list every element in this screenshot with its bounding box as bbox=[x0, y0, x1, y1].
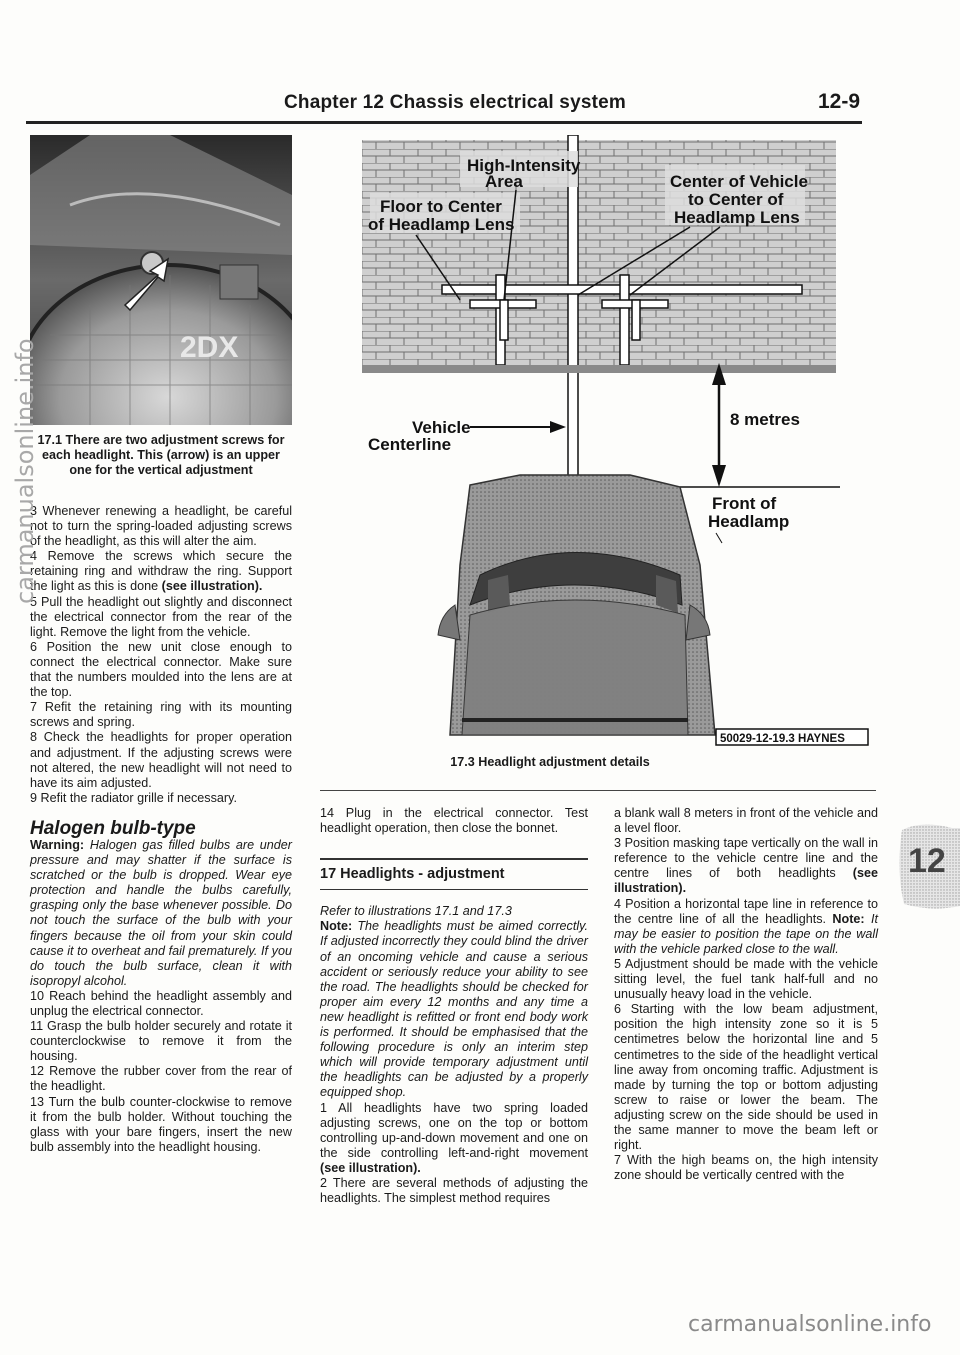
paragraph-7: 7 Refit the retaining ring with its mounting screws and spring. bbox=[30, 700, 292, 730]
label-center-of-vehicle: Center of Vehicle bbox=[670, 172, 808, 191]
section-title: 17 Headlights - adjustment bbox=[320, 865, 505, 882]
label-area: Area bbox=[485, 172, 523, 191]
paragraph-14: 14 Plug in the electrical connector. Test headlight operation, then close the bonnet. bbox=[320, 806, 588, 836]
paragraph-8: 8 Check the headlights for proper operation and adjustment. If the adjusting screws were not altered, the new headlight will not need to have its aim adjusted. bbox=[30, 730, 292, 790]
adjust-paragraph-2: 2 There are several methods of adjusting the headlights. The simplest method requires bbox=[320, 1175, 588, 1206]
side-watermark: carmanualsonline.info bbox=[11, 338, 39, 604]
plate-text: 2DX bbox=[180, 331, 239, 364]
label-of-headlamp-lens: of Headlamp Lens bbox=[368, 215, 515, 234]
adjust-paragraph-5: 5 Adjustment should be made with the vehicle sitting level, the fuel tank half-full and no unusually heavy load in the vehicle. bbox=[614, 956, 878, 1002]
adjust-paragraph-7: 7 With the high beams on, the high intensity zone should be vertically centred with the bbox=[614, 1153, 878, 1183]
arrow-down-icon bbox=[712, 465, 726, 487]
refer-to-illustrations: Refer to illustrations 17.1 and 17.3 bbox=[320, 904, 512, 919]
middle-column bbox=[320, 806, 588, 1206]
paragraph-11: 11 Grasp the bulb holder securely and rotate it counterclockwise to remove it from the housing. bbox=[30, 1019, 292, 1064]
label-distance: 8 metres bbox=[730, 410, 800, 429]
paragraph-6: 6 Position the new unit close enough to connect the electrical connector. Make sure that the numbers moulded into the lens are at the top. bbox=[30, 639, 292, 700]
adjust-paragraph-4: 4 Position a horizontal tape line in reference to the centre line of all the headlights. Note: It may be easier to position the tape on the wall with the vehicle parked close to the wall. bbox=[614, 896, 878, 956]
figure-caption-17-1: 17.1 There are two adjustment screws for each headlight. This (arrow) is an upper one for the vertical adjustment bbox=[37, 433, 285, 477]
note-paragraph: Note: The headlights must be aimed correctly. If adjusted incorrectly they could blind the driver of an oncoming vehicle and cause a serious accident or seriously reduce your ability to see the road. The headlights should be checked for proper aim every 12 months and any time a new headlight is refitted or front end body work is performed. It should be emphasised that the following procedure is only an interim step which will provide temporary adjustment until the headlights can be adjusted by a properly equipped shop. bbox=[320, 919, 588, 1100]
paragraph-9: 9 Refit the radiator grille if necessary. bbox=[30, 790, 237, 805]
paragraph-13: 13 Turn the bulb counter-clockwise to remove it from the bulb holder. Without touching the glass with your bare fingers, insert the new bulb assembly into the headlight housing. bbox=[30, 1094, 292, 1154]
label-high-intensity: High-Intensity bbox=[467, 156, 581, 175]
arrow-right-icon bbox=[550, 421, 566, 433]
label-floor-to-center: Floor to Center bbox=[380, 197, 502, 216]
left-column bbox=[30, 504, 292, 1155]
paragraph-3: 3 Whenever renewing a headlight, be careful not to turn the spring-loaded adjusting screws of the headlight, as this will alter the aim. bbox=[30, 504, 292, 549]
paragraph-10: 10 Reach behind the headlight assembly and unplug the electrical connector. bbox=[30, 988, 292, 1018]
warning-paragraph: Warning: Halogen gas filled bulbs are under pressure and may shatter if the surface is scratched or the bulb is dropped. Wear eye protection and handle the bulbs carefully, grasping only the base whenever possible. Do not touch the surface of the bulb with your fingers because the oil from your skin could cause it to overheat and fail prematurely. If you do touch the bulb surface, clean it with isopropyl alcohol. bbox=[30, 837, 292, 988]
label-to-center-of: to Center of bbox=[688, 190, 784, 209]
adjust-paragraph-2-cont: a blank wall 8 meters in front of the vehicle and a level floor. bbox=[614, 806, 878, 836]
chapter-tab-number: 12 bbox=[908, 842, 946, 880]
adjust-paragraph-6: 6 Starting with the low beam adjustment, position the high intensity zone so it is 5 centimetres below the horizontal line and 5 centimetres to the side of the headlight vertical line away from oncoming traffic. Adjustment is made by turning the top or bottom adjusting screw to raise or lower the beam. The adjusting screw on the side should be used in the same manner to move the beam left or right. bbox=[614, 1002, 878, 1153]
bottom-watermark: carmanualsonline.info bbox=[688, 1312, 932, 1337]
chapter-title: Chapter 12 Chassis electrical system bbox=[284, 92, 626, 113]
label-vehicle: Vehicle bbox=[412, 418, 471, 437]
label-headlamp: Headlamp bbox=[708, 512, 790, 531]
diagram-ref-code: 50029-12-19.3 HAYNES bbox=[720, 733, 845, 745]
halogen-heading: Halogen bulb-type bbox=[30, 817, 196, 839]
adjust-paragraph-1: 1 All headlights have two spring loaded adjusting screws, one on the top or bottom controlling up-and-down movement and one on the side controlling left-and-right movement (see illustration). bbox=[320, 1100, 588, 1175]
page-number: 12-9 bbox=[818, 90, 861, 113]
caption-rule bbox=[320, 790, 876, 791]
figure-caption-17-3: 17.3 Headlight adjustment details bbox=[450, 755, 650, 769]
label-centerline: Centerline bbox=[368, 435, 452, 454]
adjust-paragraph-3: 3 Position masking tape vertically on the wall in reference to the vehicle centre line and the centre lines of both headlights (see illustration). bbox=[614, 836, 878, 896]
label-headlamp-lens: Headlamp Lens bbox=[674, 208, 800, 227]
headlight-photo-illustration bbox=[30, 135, 292, 425]
paragraph-4: 4 Remove the screws which secure the retaining ring and withdraw the ring. Support the light as this is done (see illustration). bbox=[30, 549, 292, 594]
headlight-adjustment-diagram bbox=[320, 135, 876, 755]
paragraph-5: 5 Pull the headlight out slightly and disconnect the electrical connector from the rear of the light. Remove the light from the vehicle. bbox=[30, 594, 292, 639]
header-rule bbox=[26, 121, 862, 124]
label-front-of: Front of bbox=[712, 494, 777, 513]
headlight-photo bbox=[30, 135, 292, 425]
paragraph-12: 12 Remove the rubber cover from the rear of the headlight. bbox=[30, 1064, 292, 1094]
chapter-tab bbox=[892, 820, 960, 912]
vehicle-illustration bbox=[438, 475, 715, 735]
right-column bbox=[614, 806, 878, 1183]
